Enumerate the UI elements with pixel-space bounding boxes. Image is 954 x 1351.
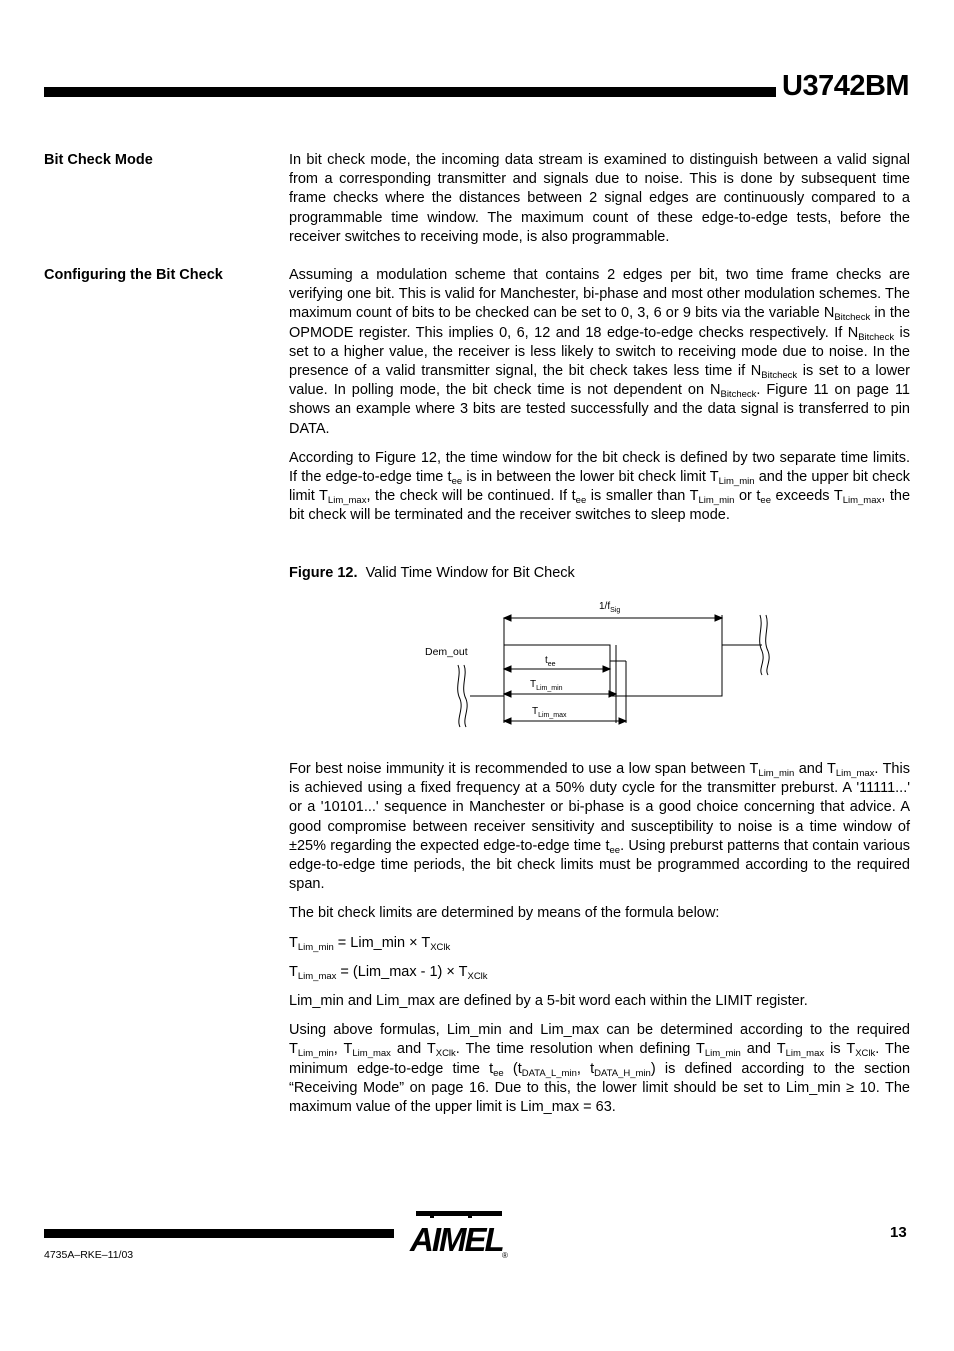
paragraph: According to Figure 12, the time window for the bit check is defined by two separate time limits. If the edge-to-edge time $t_{ee}$ is in between the lower bit check limit $T_{Lim\_min}$ and the upper bit check limit $T_{Lim\_max}$, the check will be continued. If $t_{ee}$ is smaller than $T_{Lim\_min}$ or $t_{ee}$ exceeds $T_{Lim\_max}$, the bit check will be terminated and the receiver switches to sleep mode. [289, 449, 911, 524]
tee-label: $t_{ee}$ [545, 655, 556, 668]
figure-label: Figure 12. [289, 565, 358, 581]
logo-wordmark: AIMEL [410, 1221, 503, 1258]
paragraph: Lim_min and Lim_max are defined by a 5-bit word each within the LIMIT register. [289, 993, 808, 1010]
arrow-head [715, 615, 722, 621]
atmel-logo [408, 1208, 512, 1260]
section-bit-check-mode-text [289, 151, 910, 247]
paragraph: In bit check mode, the incoming data stream is examined to distinguish between a valid signal from a corresponding transmitter and signals due to noise. This is done by subsequent time frame checks where the distances between 2 signal edges are continuously compared to a programmable time window. The maximum count of these edge-to-edge tests, before the receiver switches to receiving mode, is also programmable. [289, 152, 910, 245]
period-label: $1/f_{Sig}$ [599, 601, 621, 614]
section-heading-bit-check-mode: Bit Check Mode [44, 152, 153, 168]
signal-label: Dem_out [425, 646, 468, 658]
registered-mark: ® [502, 1251, 508, 1260]
page-number: 13 [890, 1224, 907, 1241]
break-mark-left [458, 665, 461, 727]
paragraph: For best noise immunity it is recommended to use a low span between $T_{Lim\_min}$ and $T_{Lim\_max}$. This is achieved using a fixed frequency at a 50% duty cycle for the transmitter preburst. A '11111...' or a '10101...' sequence in Manchester or bi-phase is a good choice concerning that advice. A good compromise between receiver sensitivity and susceptibility to noise is a time window of ±25% regarding the expected edge-to-edge time $t_{ee}$. Using preburst patterns that contain various edge-to-edge time periods, the bit check limits must be programmed according to the required span. [289, 761, 911, 893]
section-noise-immunity-text [289, 760, 910, 1117]
formula-tlim-max: $T_{Lim\_max}$ = (Lim_max - $1) \times T_{XClk}$ [289, 963, 488, 982]
arrow-head [504, 615, 511, 621]
section-configuring-text [289, 266, 910, 526]
tmax-label: $T_{Lim\_max}$ [532, 706, 567, 719]
paragraph: The bit check limits are determined by means of the formula below: [289, 905, 720, 922]
document-id: 4735A–RKE–11/03 [44, 1249, 134, 1261]
tmin-label: $T_{Lim\_min}$ [530, 679, 563, 692]
paragraph: Assuming a modulation scheme that contains 2 edges per bit, two time frame checks are verifying one bit. This is valid for Manchester, bi-phase and most other modulation schemes. The maximum count of bits to be checked can be set to 0, 3, 6 or 9 bits via the variable $N_{Bitcheck}$ in the OPMODE register. This implies 0, 6, 12 and 18 edge-to-edge checks respectively. If $N_{Bitcheck}$ is set to a higher value, the receiver is less likely to switch to receiving mode due to noise. In the presence of a valid transmitter signal, the bit check takes less time if $N_{Bitcheck}$ is set to a lower value. In polling mode, the bit check time is not dependent on $N_{Bitcheck}$. Figure 11 on page 11 shows an example where 3 bits are tested successfully and the data signal is transferred to pin DATA. [289, 267, 911, 437]
document-title: U3742BM [782, 70, 910, 102]
footer-rule [44, 1229, 394, 1238]
section-heading-configuring: Configuring the Bit Check [44, 267, 223, 283]
formula-tlim-min: $T_{Lim\_min}$ = Lim_min × $T_{XClk}$ [289, 934, 451, 953]
figure-caption [289, 565, 575, 581]
header-rule [44, 87, 776, 97]
break-mark-right [766, 615, 769, 675]
paragraph: Using above formulas, Lim_min and Lim_max can be determined according to the required $T_{Lim\_min}$, $T_{Lim\_max}$ and $T_{XClk}$. The time resolution when defining $T_{Lim\_min}$ and $T_{Lim\_max}$ is $T_{XClk}$. The minimum edge-to-edge time $t_{ee}$ ($t_{DATA\_L\_min}$, $t_{DATA\_H\_min}$) is defined according to the section “Receiving Mode” on page 16. Due to this, the lower limit should be set to Lim_min ≥ 10. The maximum value of the upper limit is Lim_max = 63. [289, 1022, 911, 1116]
timing-diagram [420, 595, 780, 730]
figure-title: Valid Time Window for Bit Check [365, 565, 575, 581]
